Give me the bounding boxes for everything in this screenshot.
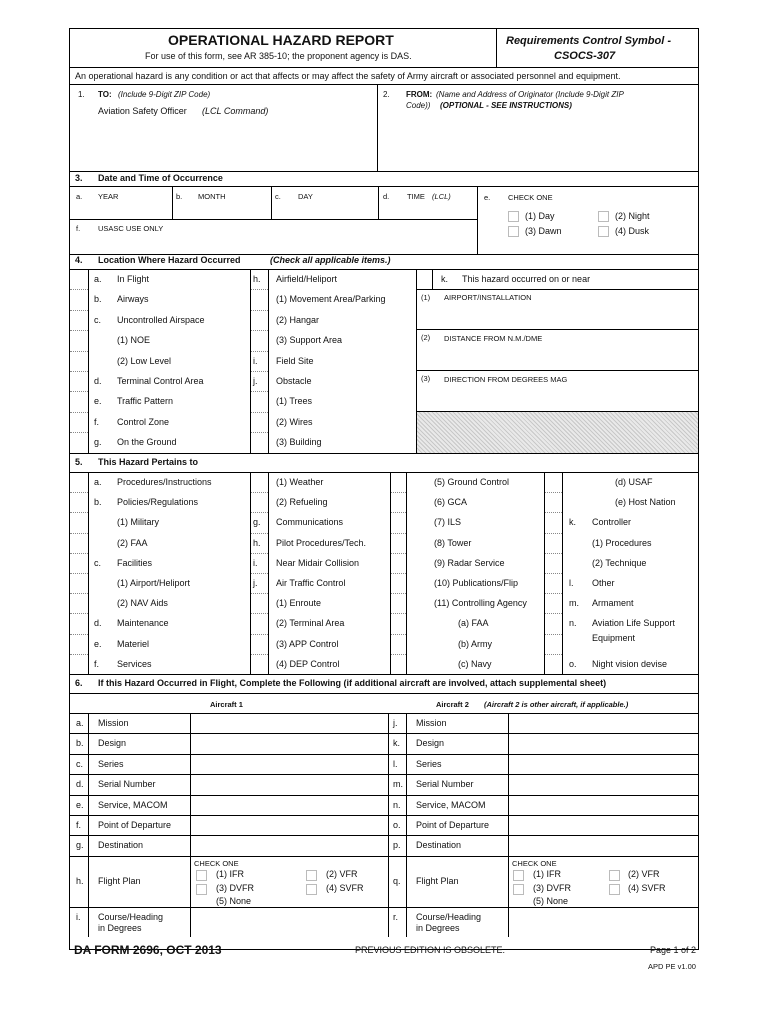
pertains-item: (1) Procedures <box>592 537 652 548</box>
aircraft2-field-4[interactable] <box>510 797 697 814</box>
pertains-item: Maintenance <box>117 618 169 629</box>
pertains-item: (10) Publications/Flip <box>434 578 519 588</box>
loc-item: On the Ground <box>117 437 177 448</box>
pertains-letter: f. <box>94 658 100 669</box>
pertains-item: Communications <box>276 517 344 528</box>
pertains-item: (d) USAF <box>615 477 653 487</box>
ac1-svfr: (4) SVFR <box>326 883 364 893</box>
loc-checkbox-0[interactable] <box>72 272 86 286</box>
pertains-checkbox-b8[interactable] <box>252 637 265 651</box>
aircraft2-field-label: Mission <box>416 718 447 728</box>
from-hint: (Name and Address of Originator (Include 9-Digit ZIP <box>436 90 624 99</box>
loc-item: Field Site <box>276 355 314 366</box>
aircraft1-field-label: Series <box>98 758 124 769</box>
h-letter: h. <box>76 876 84 886</box>
day-label: DAY <box>298 192 313 201</box>
pertains-letter: n. <box>569 618 577 629</box>
pertains-item: (5) Ground Control <box>434 477 510 487</box>
form-subtitle: For use of this form, see AR 385-10; the proponent agency is DAS. <box>145 51 412 61</box>
loc-letter: h. <box>253 274 261 284</box>
pertains-item: Other <box>592 578 615 588</box>
block5-number: 5. <box>75 457 83 467</box>
pertains-item: Pilot Procedures/Tech. <box>276 537 367 548</box>
pertains-item: (1) Airport/Heliport <box>117 578 191 588</box>
ac2-none: (5) None <box>533 896 569 906</box>
loc-item: (1) NOE <box>117 335 151 346</box>
pertains-item: (1) Military <box>117 517 159 528</box>
pertains-item: Armament <box>592 598 634 609</box>
airport-installation-label: AIRPORT/INSTALLATION <box>444 293 532 302</box>
pertains-checkbox-b6[interactable] <box>252 596 265 610</box>
opt-day: (1) Day <box>525 211 555 221</box>
year-letter: a. <box>76 192 83 201</box>
pertains-letter: j. <box>253 578 258 588</box>
pertains-letter: a. <box>94 477 102 487</box>
rcs-label: Requirements Control Symbol - <box>506 35 672 47</box>
k1-number: (1) <box>421 293 431 302</box>
pertains-item: Facilities <box>117 557 153 568</box>
aircraft2-letter: o. <box>393 820 401 830</box>
time-field[interactable] <box>380 204 476 218</box>
aircraft1-field-label: Point of Departure <box>98 820 172 830</box>
aircraft1-field-3[interactable] <box>192 776 386 793</box>
year-field[interactable] <box>71 204 171 218</box>
pertains-checkbox-c0[interactable] <box>392 475 405 489</box>
aircraft2-letter: m. <box>393 779 403 790</box>
aircraft2-letter: k. <box>393 738 401 749</box>
pertains-item: Procedures/Instructions <box>117 477 212 487</box>
time-label: TIME <box>407 192 425 201</box>
pertains-checkbox-c1[interactable] <box>392 495 405 509</box>
in-degrees-1: in Degrees <box>98 923 142 933</box>
pertains-checkbox-c5[interactable] <box>392 576 405 590</box>
course-heading-1: Course/Heading <box>98 912 164 922</box>
loc-letter: d. <box>94 376 102 386</box>
direction-field[interactable] <box>418 386 697 409</box>
loc-letter: f. <box>94 416 100 427</box>
loc-checkbox-7[interactable] <box>72 415 86 429</box>
in-degrees-2: in Degrees <box>416 923 460 933</box>
pertains-letter: h. <box>253 537 261 548</box>
loc-item: In Flight <box>117 274 150 284</box>
to-field[interactable] <box>71 121 376 169</box>
rcs-code: CSOCS-307 <box>554 50 616 62</box>
pertains-item: (e) Host Nation <box>615 497 676 508</box>
form-title: OPERATIONAL HAZARD REPORT <box>168 32 394 48</box>
loc-letter: b. <box>94 294 102 305</box>
loc-item: (1) Trees <box>276 396 313 407</box>
pertains-item: (2) NAV Aids <box>117 598 168 609</box>
block4-hint: (Check all applicable items.) <box>270 255 391 265</box>
opt-dawn: (3) Dawn <box>525 226 562 236</box>
pertains-letter: g. <box>253 517 261 528</box>
pertains-letter: l. <box>569 578 574 588</box>
loc-item: Obstacle <box>276 376 312 386</box>
loc-checkbox-5[interactable] <box>72 374 86 388</box>
loc-item: (2) Low Level <box>117 355 172 366</box>
ac2-ifr-checkbox[interactable] <box>513 870 524 881</box>
pertains-letter: i. <box>253 557 258 568</box>
aircraft2-letter: p. <box>393 840 401 851</box>
ac2-svfr: (4) SVFR <box>628 883 666 893</box>
distance-field[interactable] <box>418 345 697 368</box>
from-optional: (OPTIONAL - SEE INSTRUCTIONS) <box>440 101 572 110</box>
time-letter: d. <box>383 192 390 201</box>
aircraft2-field-1[interactable] <box>510 735 697 752</box>
to-lcl-command: (LCL Command) <box>202 106 269 116</box>
pertains-letter: d. <box>94 618 102 629</box>
pertains-checkbox-a6[interactable] <box>72 596 85 610</box>
pertains-checkbox-c2[interactable] <box>392 515 405 529</box>
loc-checkbox-h-3[interactable] <box>252 333 266 347</box>
aircraft1-field-label: Service, MACOM <box>98 799 168 810</box>
aircraft2-field-6[interactable] <box>510 837 697 854</box>
aircraft1-field-4[interactable] <box>192 797 386 814</box>
loc-item: Control Zone <box>117 416 170 427</box>
pertains-checkbox-a1[interactable] <box>72 495 85 509</box>
usasc-use-only: USASC USE ONLY <box>98 224 164 233</box>
k-text: This hazard occurred on or near <box>462 274 591 284</box>
aircraft2-field-3[interactable] <box>510 776 697 793</box>
loc-item: Uncontrolled Airspace <box>117 314 205 325</box>
pertains-checkbox-b9[interactable] <box>252 657 265 671</box>
pertains-checkbox-a0[interactable] <box>72 475 85 489</box>
pertains-checkbox-a3[interactable] <box>72 536 85 550</box>
pertains-checkbox-c8[interactable] <box>392 637 405 651</box>
to-label: TO: <box>98 90 112 99</box>
loc-item: Terminal Control Area <box>117 376 204 386</box>
ac1-vfr: (2) VFR <box>326 869 358 879</box>
time-hint: (LCL) <box>432 192 451 201</box>
pertains-letter: m. <box>569 598 579 609</box>
block4-number: 4. <box>75 255 83 265</box>
block6-number: 6. <box>75 678 83 688</box>
loc-letter: c. <box>94 314 102 325</box>
pertains-checkbox-d2[interactable] <box>546 515 559 529</box>
k2-number: (2) <box>421 333 431 342</box>
aircraft1-letter: c. <box>76 758 84 769</box>
pertains-checkbox-a9[interactable] <box>72 657 85 671</box>
loc-letter: a. <box>94 274 102 284</box>
pertains-checkbox-c6[interactable] <box>392 596 405 610</box>
q-letter: q. <box>393 876 401 886</box>
ac2-dvfr: (3) DVFR <box>533 883 571 893</box>
edition-note: PREVIOUS EDITION IS OBSOLETE. <box>355 945 506 955</box>
pertains-item: (6) GCA <box>434 497 468 508</box>
pertains-checkbox-d0[interactable] <box>546 475 559 489</box>
year-label: YEAR <box>98 192 119 201</box>
loc-checkbox-8[interactable] <box>72 435 86 449</box>
pertains-item: (2) Technique <box>592 557 647 568</box>
pertains-checkbox-b1[interactable] <box>252 495 265 509</box>
loc-checkbox-6[interactable] <box>72 394 86 408</box>
aircraft1-letter: b. <box>76 738 84 749</box>
aircraft2-field-5[interactable] <box>510 817 697 834</box>
flight-plan-label-1: Flight Plan <box>98 876 141 886</box>
pertains-item: (9) Radar Service <box>434 557 505 568</box>
pertains-checkbox-d8[interactable] <box>546 637 559 651</box>
pertains-letter: o. <box>569 658 577 669</box>
from-hint-2: Code)) <box>406 101 431 110</box>
pertains-item: (a) FAA <box>458 618 489 629</box>
day-field[interactable] <box>273 204 377 218</box>
pertains-checkbox-c3[interactable] <box>392 536 405 550</box>
aircraft2-field-label: Series <box>416 758 442 769</box>
aircraft2-hint: (Aircraft 2 is other aircraft, if applicable.) <box>484 700 629 709</box>
loc-letter: i. <box>253 355 258 366</box>
block2-number: 2. <box>383 90 390 99</box>
pertains-item: Night vision devise <box>592 658 668 669</box>
block5-title: This Hazard Pertains to <box>98 457 199 467</box>
to-aviation-safety-officer: Aviation Safety Officer <box>98 106 187 116</box>
course-heading-field-2[interactable] <box>510 909 697 936</box>
pertains-checkbox-a8[interactable] <box>72 637 85 651</box>
form-number: DA FORM 2696, OCT 2013 <box>74 943 222 957</box>
pertains-item: (c) Navy <box>458 658 492 669</box>
loc-item: Airways <box>117 294 149 305</box>
ac1-ifr: (1) IFR <box>216 869 244 879</box>
page-number: Page 1 of 2 <box>650 945 697 955</box>
pertains-item: (11) Controlling Agency <box>434 598 527 609</box>
pertains-checkbox-d7[interactable] <box>546 616 559 630</box>
pertains-checkbox-c9[interactable] <box>392 657 405 671</box>
pertains-checkbox-d5[interactable] <box>546 576 559 590</box>
block1-number: 1. <box>78 90 85 99</box>
pertains-checkbox-d4[interactable] <box>546 556 559 570</box>
loc-item: (3) Support Area <box>276 335 343 346</box>
aircraft2-field-label: Serial Number <box>416 779 474 790</box>
ac2-ifr: (1) IFR <box>533 869 561 879</box>
loc-checkbox-h-6[interactable] <box>252 394 266 408</box>
block6-title: If this Hazard Occurred in Flight, Complete the Following (if additional aircraft are involved, attach supplemental sheet) <box>98 678 607 688</box>
pertains-checkbox-a7[interactable] <box>72 616 85 630</box>
pertains-item: (1) Enroute <box>276 598 322 609</box>
aircraft1-letter: g. <box>76 840 84 851</box>
pertains-checkbox-b7[interactable] <box>252 616 265 630</box>
pertains-item: (b) Army <box>458 638 493 649</box>
aircraft2-field-0[interactable] <box>510 715 697 732</box>
ac2-dvfr-checkbox[interactable] <box>513 884 524 895</box>
form-frame <box>69 28 699 950</box>
ac1-svfr-checkbox[interactable] <box>306 884 317 895</box>
aircraft1-field-label: Mission <box>98 718 129 728</box>
pertains-item: (2) Refueling <box>276 497 328 508</box>
pertains-item: Policies/Regulations <box>117 497 199 508</box>
from-field[interactable] <box>379 115 697 169</box>
pertains-item: Controller <box>592 517 632 528</box>
pertains-item: (2) Terminal Area <box>276 618 345 629</box>
pertains-item: (4) DEP Control <box>276 658 340 669</box>
pertains-checkbox-a2[interactable] <box>72 515 85 529</box>
loc-letter: g. <box>94 437 102 448</box>
aircraft1-letter: a. <box>76 718 84 728</box>
month-field[interactable] <box>174 204 270 218</box>
block3-title: Date and Time of Occurrence <box>98 173 223 183</box>
loc-item: (3) Building <box>276 437 322 448</box>
ac1-vfr-checkbox[interactable] <box>306 870 317 881</box>
pertains-checkbox-d9[interactable] <box>546 657 559 671</box>
pertains-item: Aviation Life Support <box>592 618 675 629</box>
shaded-area <box>417 412 698 453</box>
aircraft2-letter: l. <box>393 758 398 769</box>
aircraft2-field-label: Point of Departure <box>416 820 490 830</box>
pertains-item: Air Traffic Control <box>276 578 346 588</box>
loc-checkbox-h-8[interactable] <box>252 435 266 449</box>
aircraft1-letter: f. <box>76 820 82 830</box>
pertains-item: Materiel <box>117 638 150 649</box>
direction-label: DIRECTION FROM DEGREES MAG <box>444 375 568 384</box>
day-letter: c. <box>275 192 281 201</box>
aircraft1-field-label: Serial Number <box>98 779 156 790</box>
course-heading-2: Course/Heading <box>416 912 482 922</box>
opt-night: (2) Night <box>615 211 650 221</box>
loc-checkbox-1[interactable] <box>72 292 86 306</box>
aircraft1-field-0[interactable] <box>192 715 386 732</box>
ac1-dvfr-checkbox[interactable] <box>196 884 207 895</box>
pertains-letter: e. <box>94 638 102 649</box>
check-one-ac2: CHECK ONE <box>512 859 557 868</box>
aircraft1-label: Aircraft 1 <box>210 700 243 709</box>
flight-plan-label-2: Flight Plan <box>416 876 459 886</box>
dawn-checkbox[interactable] <box>508 226 519 237</box>
pertains-checkbox-a4[interactable] <box>72 556 85 570</box>
pertains-checkbox-d6[interactable] <box>546 596 559 610</box>
aircraft2-field-2[interactable] <box>510 756 697 773</box>
aircraft2-field-label: Destination <box>416 840 462 851</box>
equipment-label: Equipment <box>592 633 636 643</box>
ac1-ifr-checkbox[interactable] <box>196 870 207 881</box>
loc-checkbox-h-2[interactable] <box>252 313 266 327</box>
k3-number: (3) <box>421 374 431 383</box>
ac2-svfr-checkbox[interactable] <box>609 884 620 895</box>
check-letter: e. <box>484 193 491 202</box>
aircraft2-field-label: Design <box>416 738 445 749</box>
block4-title: Location Where Hazard Occurred <box>98 255 241 265</box>
ac1-dvfr: (3) DVFR <box>216 883 254 893</box>
block3-number: 3. <box>75 173 83 183</box>
aircraft1-field-label: Design <box>98 738 127 749</box>
apd-version: APD PE v1.00 <box>648 962 696 971</box>
loc-item: Traffic Pattern <box>117 396 174 407</box>
pertains-item: (1) Weather <box>276 477 324 487</box>
opt-dusk: (4) Dusk <box>615 226 650 236</box>
aircraft1-field-2[interactable] <box>192 756 386 773</box>
i-letter: i. <box>76 912 81 922</box>
day-checkbox[interactable] <box>508 211 519 222</box>
loc-checkbox-4[interactable] <box>72 354 86 368</box>
loc-letter: e. <box>94 396 102 407</box>
pertains-letter: b. <box>94 497 102 508</box>
pertains-checkbox-c7[interactable] <box>392 616 405 630</box>
aircraft1-field-5[interactable] <box>192 817 386 834</box>
loc-checkbox-h-1[interactable] <box>252 292 266 306</box>
pertains-item: (7) ILS <box>434 517 462 528</box>
aircraft2-letter: n. <box>393 799 401 810</box>
pertains-checkbox-d3[interactable] <box>546 536 559 550</box>
dusk-checkbox[interactable] <box>598 226 609 237</box>
pertains-letter: c. <box>94 557 102 568</box>
loc-item: (2) Hangar <box>276 314 320 325</box>
loc-item: (2) Wires <box>276 416 313 427</box>
pertains-checkbox-a5[interactable] <box>72 576 85 590</box>
loc-checkbox-2[interactable] <box>72 313 86 327</box>
pertains-checkbox-b0[interactable] <box>252 475 265 489</box>
pertains-item: Near Midair Collision <box>276 557 360 568</box>
loc-checkbox-3[interactable] <box>72 333 86 347</box>
aircraft1-field-label: Destination <box>98 840 144 851</box>
pertains-item: Services <box>117 658 152 669</box>
pertains-checkbox-d1[interactable] <box>546 495 559 509</box>
night-checkbox[interactable] <box>598 211 609 222</box>
ac2-vfr: (2) VFR <box>628 869 660 879</box>
course-heading-field-1[interactable] <box>192 909 386 936</box>
month-label: MONTH <box>198 192 226 201</box>
pertains-item: (2) FAA <box>117 537 148 548</box>
pertains-item: (3) APP Control <box>276 638 339 649</box>
aircraft1-field-1[interactable] <box>192 735 386 752</box>
aircraft2-letter: j. <box>393 718 398 728</box>
airport-installation-field[interactable] <box>418 305 697 328</box>
pertains-checkbox-c4[interactable] <box>392 556 405 570</box>
loc-letter: j. <box>253 376 258 386</box>
check-one-label: CHECK ONE <box>508 193 553 202</box>
aircraft1-letter: d. <box>76 779 84 790</box>
usasc-letter: f. <box>76 224 81 233</box>
ac2-vfr-checkbox[interactable] <box>609 870 620 881</box>
aircraft2-field-label: Service, MACOM <box>416 799 486 810</box>
loc-checkbox-h-7[interactable] <box>252 415 266 429</box>
aircraft1-field-6[interactable] <box>192 837 386 854</box>
distance-label: DISTANCE FROM N.M./DME <box>444 334 543 343</box>
aircraft1-letter: e. <box>76 799 84 810</box>
loc-item: Airfield/Heliport <box>276 274 338 284</box>
ac1-none: (5) None <box>216 896 252 906</box>
check-one-ac1: CHECK ONE <box>194 859 239 868</box>
to-hint: (Include 9-Digit ZIP Code) <box>118 90 211 99</box>
intro-text: An operational hazard is any condition or act that affects or may affect the safety of Army aircraft or associated personnel and equipment. <box>75 71 621 81</box>
pertains-letter: k. <box>569 517 577 528</box>
loc-item: (1) Movement Area/Parking <box>276 294 386 305</box>
r-letter: r. <box>393 912 399 922</box>
pertains-item: (8) Tower <box>434 537 472 548</box>
aircraft2-label: Aircraft 2 <box>436 700 469 709</box>
month-letter: b. <box>176 192 183 201</box>
k-letter: k. <box>441 274 449 284</box>
from-label: FROM: <box>406 90 433 99</box>
